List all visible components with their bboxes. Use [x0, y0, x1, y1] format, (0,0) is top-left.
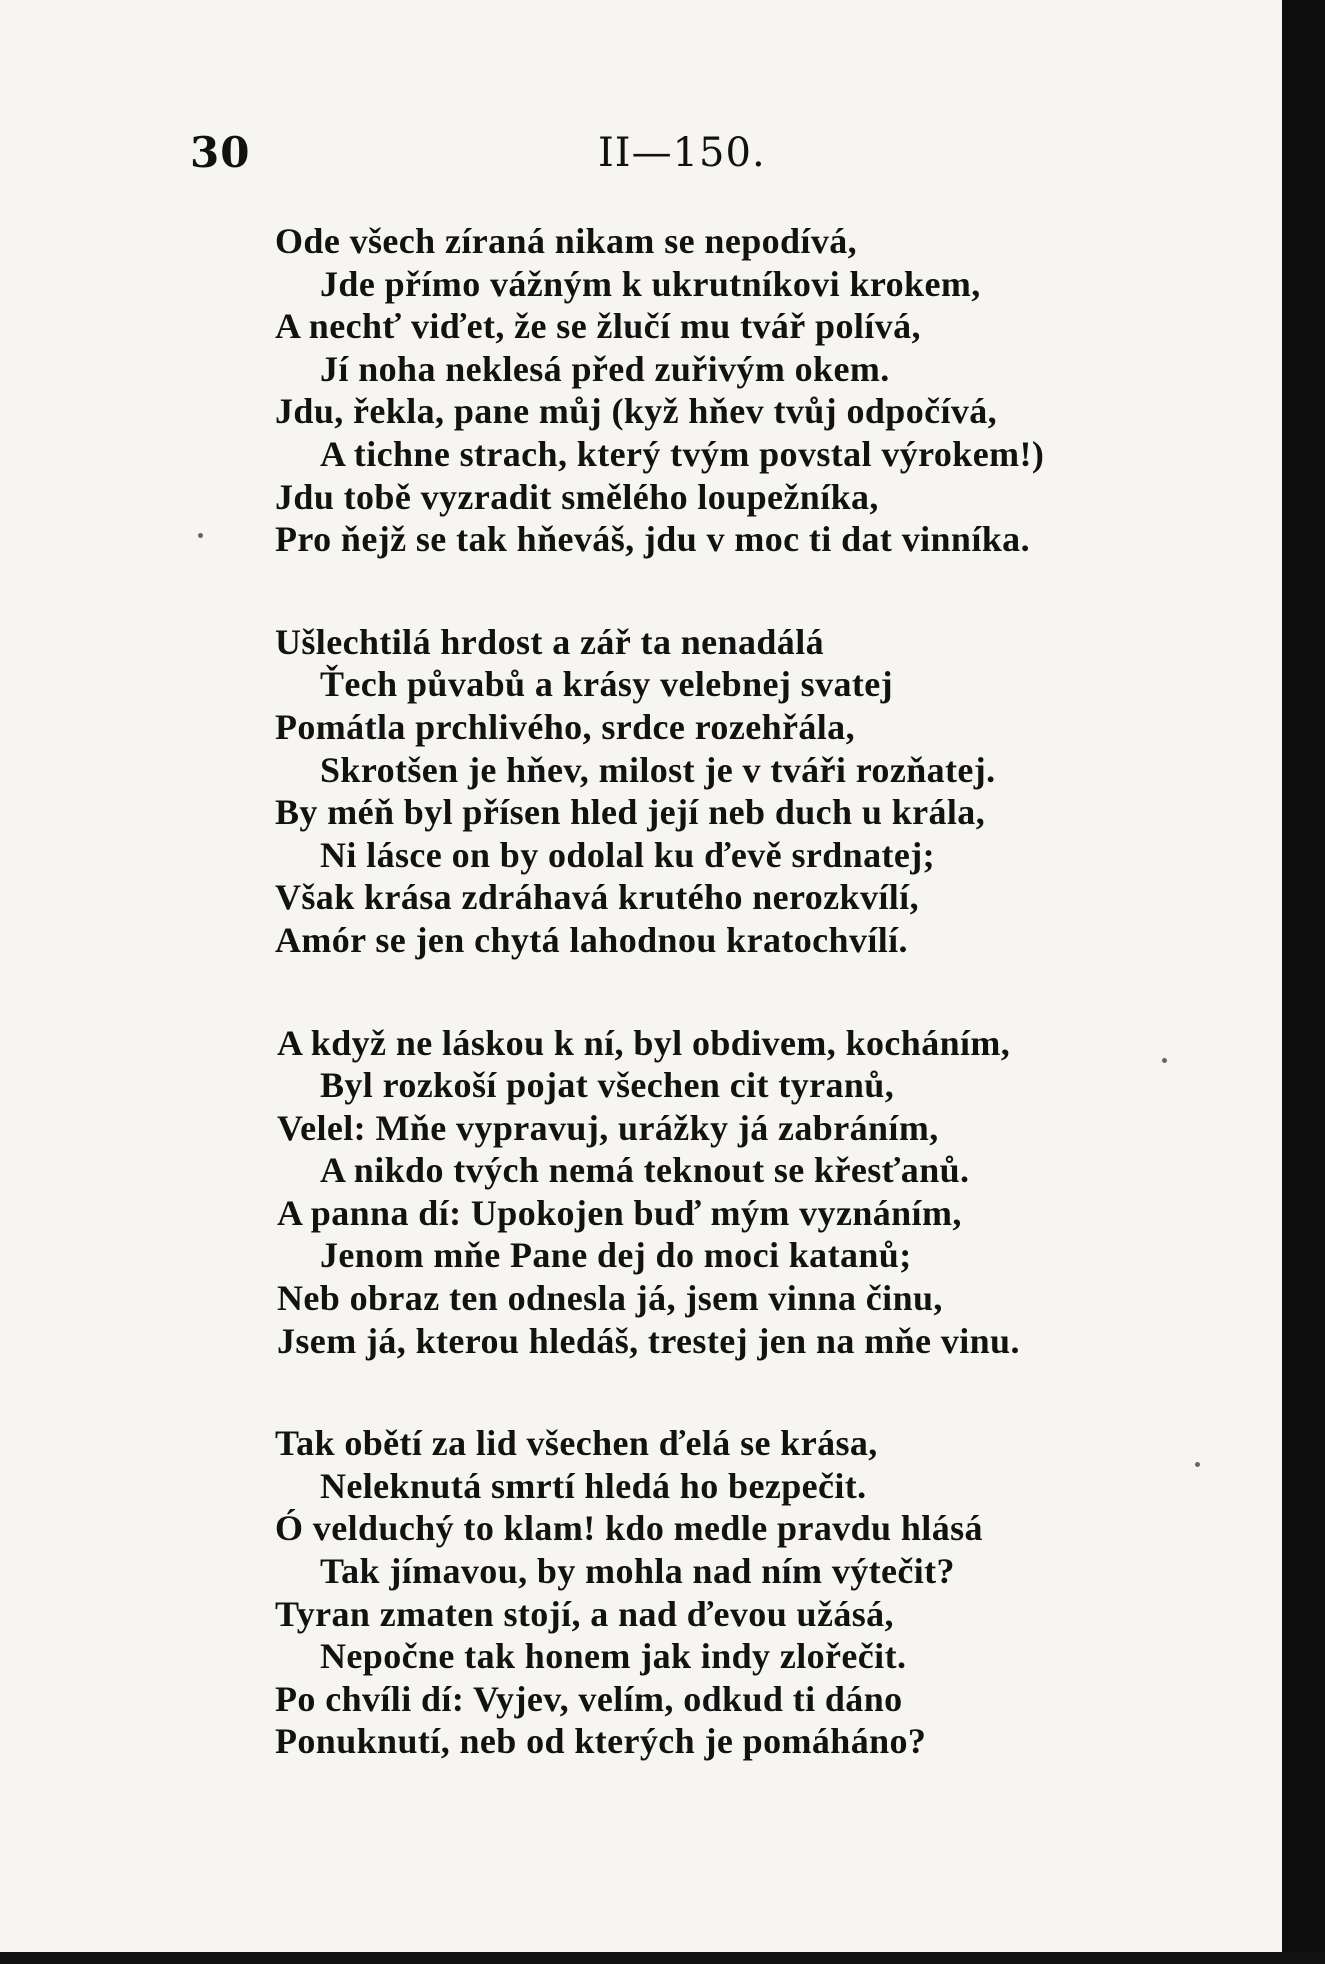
verse-line: Neb obraz ten odnesla já, jsem vinna činu,	[277, 1278, 943, 1319]
verse-line: A tichne strach, který tvým povstal výrokem!)	[320, 433, 1045, 474]
verse-line: Byl rozkoší pojat všechen cit tyranů,	[320, 1065, 895, 1106]
verse-line: A nechť viďet, že se žlučí mu tvář polívá,	[275, 306, 921, 347]
verse-line: Jdu tobě vyzradit smělého loupežníka,	[275, 476, 879, 517]
verse-line: Ťech půvabů a krásy velebnej svatej	[320, 664, 894, 705]
paper-speck	[198, 533, 203, 538]
verse-line: Jdu, řekla, pane můj (kyž hňev tvůj odpočívá,	[275, 391, 998, 432]
verse-line: Po chvíli dí: Vyjev, velím, odkud ti dáno	[275, 1678, 903, 1719]
page-header	[0, 128, 1282, 188]
verse-line: Tyran zmaten stojí, a nad ďevou užásá,	[275, 1593, 894, 1634]
stanza	[0, 621, 1282, 962]
verse-line: Jenom mňe Pane dej do moci katanů;	[320, 1235, 912, 1276]
verse-line: Ušlechtilá hrdost a zář ta nenadálá	[275, 621, 824, 662]
book-spine-shadow	[1282, 0, 1325, 1964]
verse-line: Neleknutá smrtí hledá ho bezpečit.	[320, 1465, 867, 1506]
verse-line: Tak obětí za lid všechen ďelá se krása,	[275, 1423, 878, 1464]
stanza	[0, 1022, 1282, 1363]
verse-line: Ó velduchý to klam! kdo medle pravdu hlásá	[275, 1508, 983, 1549]
verse-line: Velel: Mňe vypravuj, urážky já zabráním,	[277, 1107, 939, 1148]
stanza	[0, 1422, 1282, 1763]
verse-line: Jsem já, kterou hledáš, trestej jen na mňe vinu.	[277, 1320, 1020, 1361]
verse-line: Pro ňejž se tak hňeváš, jdu v moc ti dat vinníka.	[275, 519, 1030, 560]
verse-line: Nepočne tak honem jak indy zlořečit.	[320, 1636, 907, 1677]
verse-line: A panna dí: Upokojen buď mým vyznáním,	[277, 1192, 962, 1233]
verse-line: Tak jímavou, by mohla nad ním výtečit?	[320, 1551, 955, 1592]
verse-line: Skrotšen je hňev, milost je v tváři rozňatej.	[320, 749, 996, 790]
verse-line: By méň byl přísen hled její neb duch u krála,	[275, 792, 986, 833]
verse-line: A když ne láskou k ní, byl obdivem, kocháním,	[277, 1022, 1011, 1063]
verse-line: Ponuknutí, neb od kterých je pomáháno?	[275, 1721, 927, 1762]
verse-line: Pomátla prchlivého, srdce rozehřála,	[275, 706, 855, 747]
scan-bottom-border	[0, 1952, 1325, 1964]
verse-line: Ode všech zíraná nikam se nepodívá,	[275, 221, 858, 261]
stanza	[0, 220, 1282, 561]
printer-signature: II—150.	[598, 130, 766, 176]
paper-speck	[1195, 1462, 1200, 1467]
paper-speck	[1162, 1058, 1167, 1063]
verse-line: Amór se jen chytá lahodnou kratochvílí.	[275, 919, 908, 960]
verse-line: A nikdo tvých nemá teknout se křesťanů.	[320, 1150, 970, 1191]
page-number: 30	[190, 128, 251, 177]
verse-line: Jde přímo vážným k ukrutníkovi krokem,	[320, 263, 981, 304]
verse-line: Ni lásce on by odolal ku ďevě srdnatej;	[320, 834, 936, 875]
poem-text	[0, 220, 1282, 1823]
verse-line: Jí noha neklesá před zuřivým okem.	[320, 348, 890, 389]
verse-line: Však krása zdráhavá krutého nerozkvílí,	[275, 877, 919, 918]
